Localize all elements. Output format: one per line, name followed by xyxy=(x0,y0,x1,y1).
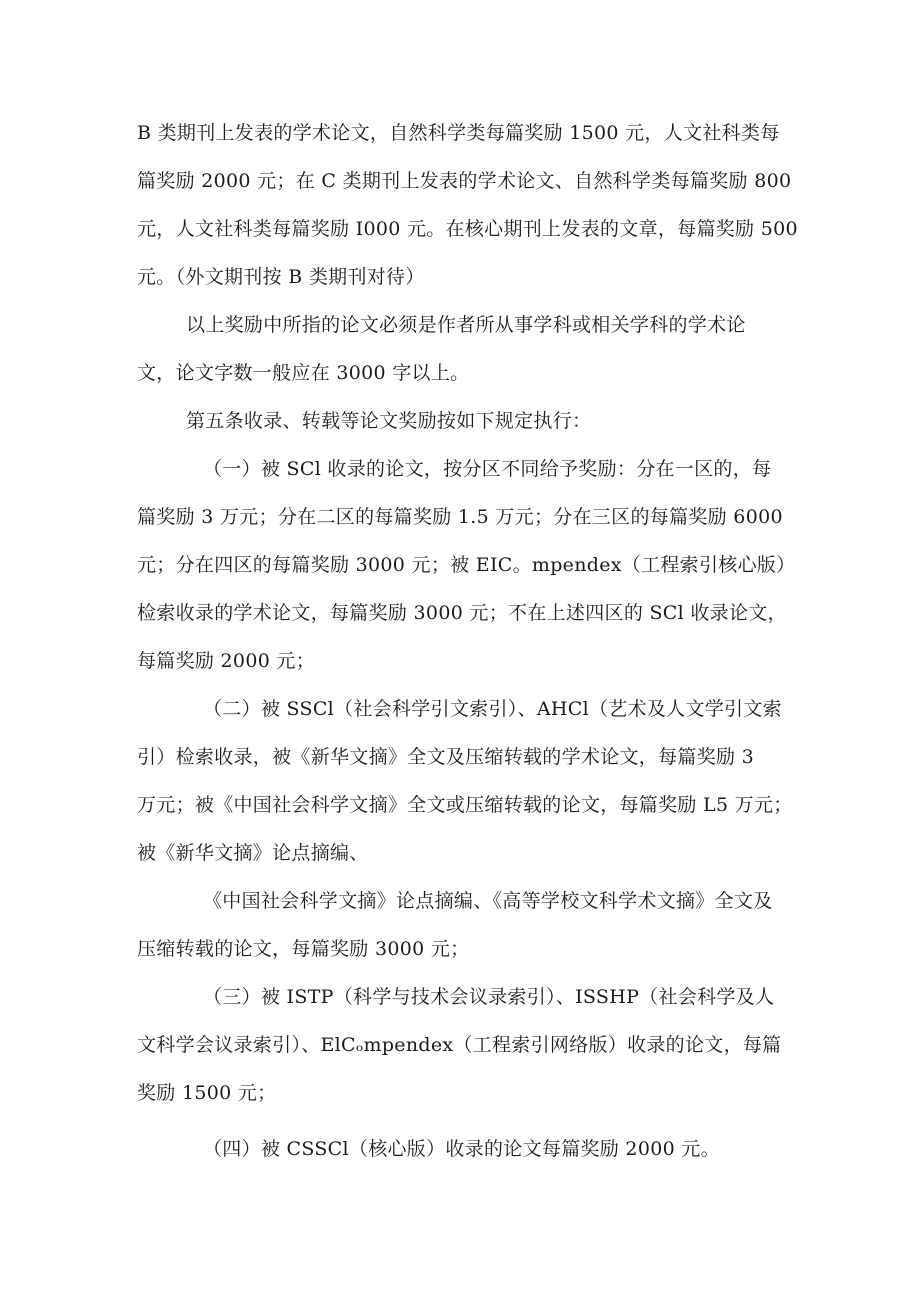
body-text-line: （二）被 SSCl（社会科学引文索引）、AHCl（艺术及人文学引文索 xyxy=(203,698,782,720)
body-text-line: （三）被 ISTP（科学与技术会议录索引）、ISSHP（社会科学及人 xyxy=(203,986,775,1008)
body-text-line: 篇奖励 2000 元；在 C 类期刊上发表的学术论文、自然科学类每篇奖励 800 xyxy=(137,170,792,192)
body-text-line: 以上奖励中所指的论文必须是作者所从事学科或相关学科的学术论 xyxy=(186,314,746,336)
body-text-line: 文，论文字数一般应在 3000 字以上。 xyxy=(137,362,470,384)
body-text-line: 检索收录的学术论文，每篇奖励 3000 元；不在上述四区的 SCl 收录论文， xyxy=(137,602,787,624)
body-text-line: 每篇奖励 2000 元； xyxy=(137,650,316,672)
body-text-line: 元，人文社科类每篇奖励 I000 元。在核心期刊上发表的文章，每篇奖励 500 xyxy=(137,218,798,240)
body-text-line: 文科学会议录索引）、ElCₒmpendex（工程索引网络版）收录的论文，每篇 xyxy=(137,1034,782,1056)
body-text-line: 引）检索收录，被《新华文摘》全文及压缩转载的学术论文，每篇奖励 3 xyxy=(137,746,755,768)
body-text-line: 《中国社会科学文摘》论点摘编、《高等学校文科学术文摘》全文及 xyxy=(203,890,773,912)
body-text-line: 被《新华文摘》论点摘编、 xyxy=(137,842,369,864)
body-text-line: 万元；被《中国社会科学文摘》全文或压缩转载的论文，每篇奖励 L5 万元； xyxy=(137,794,793,816)
body-text-line: （一）被 SCl 收录的论文，按分区不同给予奖励：分在一区的，每 xyxy=(203,458,772,480)
article-heading: 第五条收录、转载等论文奖励按如下规定执行： xyxy=(186,410,592,432)
body-text-line: 压缩转载的论文，每篇奖励 3000 元； xyxy=(137,938,470,960)
body-text-line: 元。（外文期刊按 B 类期刊对待） xyxy=(137,266,425,288)
body-text-line: （四）被 CSSCl（核心版）收录的论文每篇奖励 2000 元。 xyxy=(203,1138,720,1160)
body-text-line: B 类期刊上发表的学术论文，自然科学类每篇奖励 1500 元，人文社科类每 xyxy=(137,122,780,144)
body-text-line: 元；分在四区的每篇奖励 3000 元；被 EIC。mpendex（工程索引核心版） xyxy=(137,554,796,576)
body-text-line: 篇奖励 3 万元；分在二区的每篇奖励 1.5 万元；分在三区的每篇奖励 6000 xyxy=(137,506,783,528)
body-text-line: 奖励 1500 元； xyxy=(137,1082,277,1104)
